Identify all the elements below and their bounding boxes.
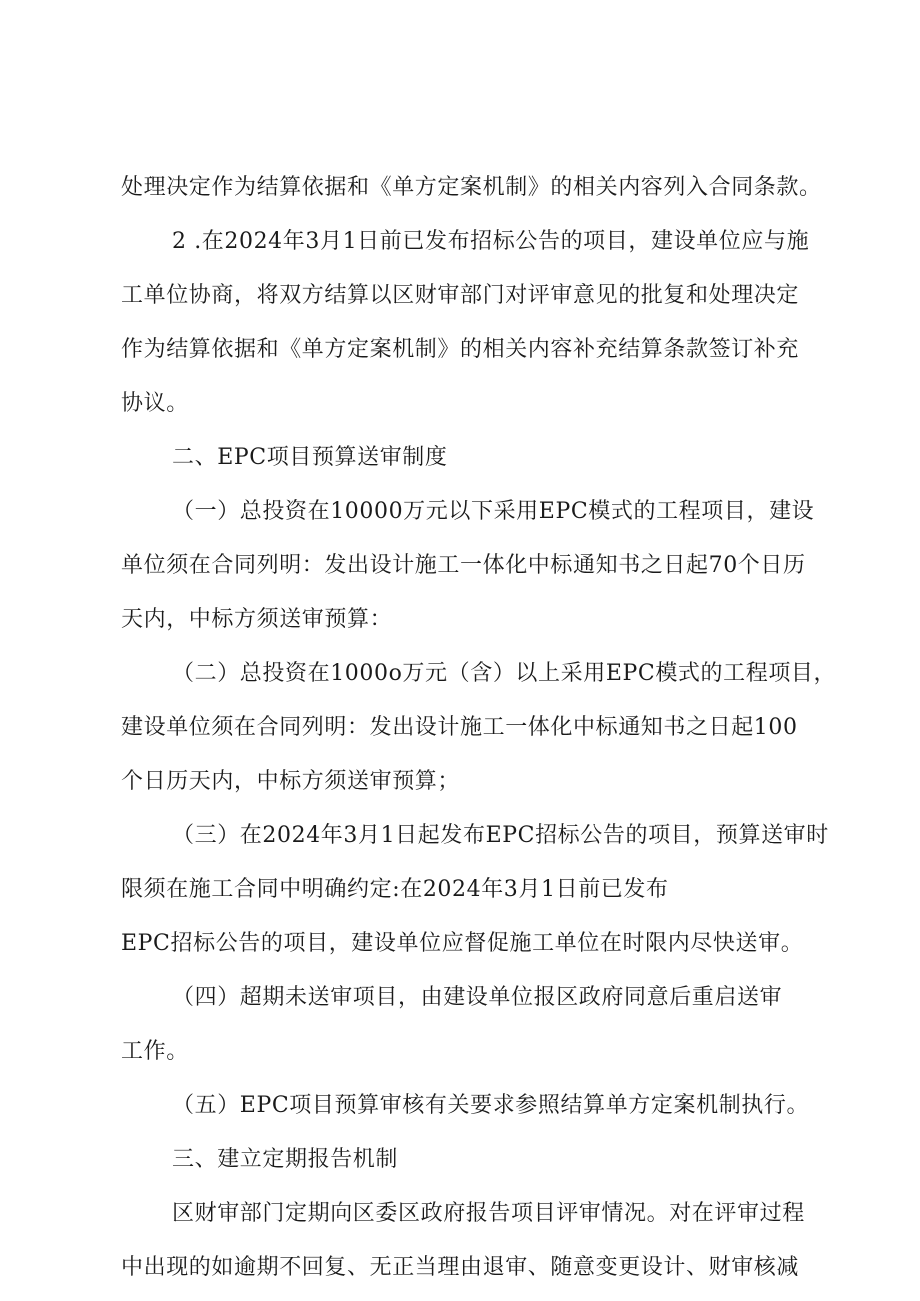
- text-line: 区财审部门定期向区委区政府报告项目评审情况。对在评审过程: [172, 1201, 805, 1226]
- text-line: （四）超期未送审项目，由建设单位报区政府同意后重启送审: [172, 985, 783, 1010]
- text-line: 工单位协商，将双方结算以区财审部门对评审意见的批复和处理决定: [121, 283, 800, 308]
- text-line: 建设单位须在合同列明：发出设计施工一体化中标通知书之日起100: [121, 715, 798, 740]
- section-heading: 二、EPC项目预算送审制度: [172, 445, 448, 470]
- text-line: 中出现的如逾期不回复、无正当理由退审、随意变更设计、财审核减: [121, 1255, 800, 1280]
- text-line: （二）总投资在1000o万元（含）以上采用EPC模式的工程项目，: [172, 661, 837, 686]
- text-line: 工作。: [121, 1039, 189, 1064]
- text-line: 2 .在2024年3月1日前已发布招标公告的项目，建设单位应与施: [172, 229, 810, 254]
- text-line: （五）EPC项目预算审核有关要求参照结算单方定案机制执行。: [172, 1093, 810, 1118]
- section-heading: 三、建立定期报告机制: [172, 1147, 399, 1172]
- text-line: 作为结算依据和《单方定案机制》的相关内容补充结算条款签订补充: [121, 337, 800, 362]
- text-line: EPC招标公告的项目，建设单位应督促施工单位在时限内尽快送审。: [121, 931, 804, 956]
- text-line: （三）在2024年3月1日起发布EPC招标公告的项目，预算送审时: [172, 823, 829, 848]
- text-line: 限须在施工合同中明确约定:在2024年3月1日前已发布: [121, 877, 669, 902]
- text-line: 协议。: [121, 391, 189, 416]
- text-line: 天内，中标方须送审预算：: [121, 607, 393, 632]
- text-line: 个日历天内，中标方须送审预算；: [121, 769, 461, 794]
- text-line: （一）总投资在10000万元以下采用EPC模式的工程项目，建设: [172, 499, 815, 524]
- text-line: 单位须在合同列明：发出设计施工一体化中标通知书之日起70个日历: [121, 553, 806, 578]
- text-line: 处理决定作为结算依据和《单方定案机制》的相关内容列入合同条款。: [121, 175, 822, 200]
